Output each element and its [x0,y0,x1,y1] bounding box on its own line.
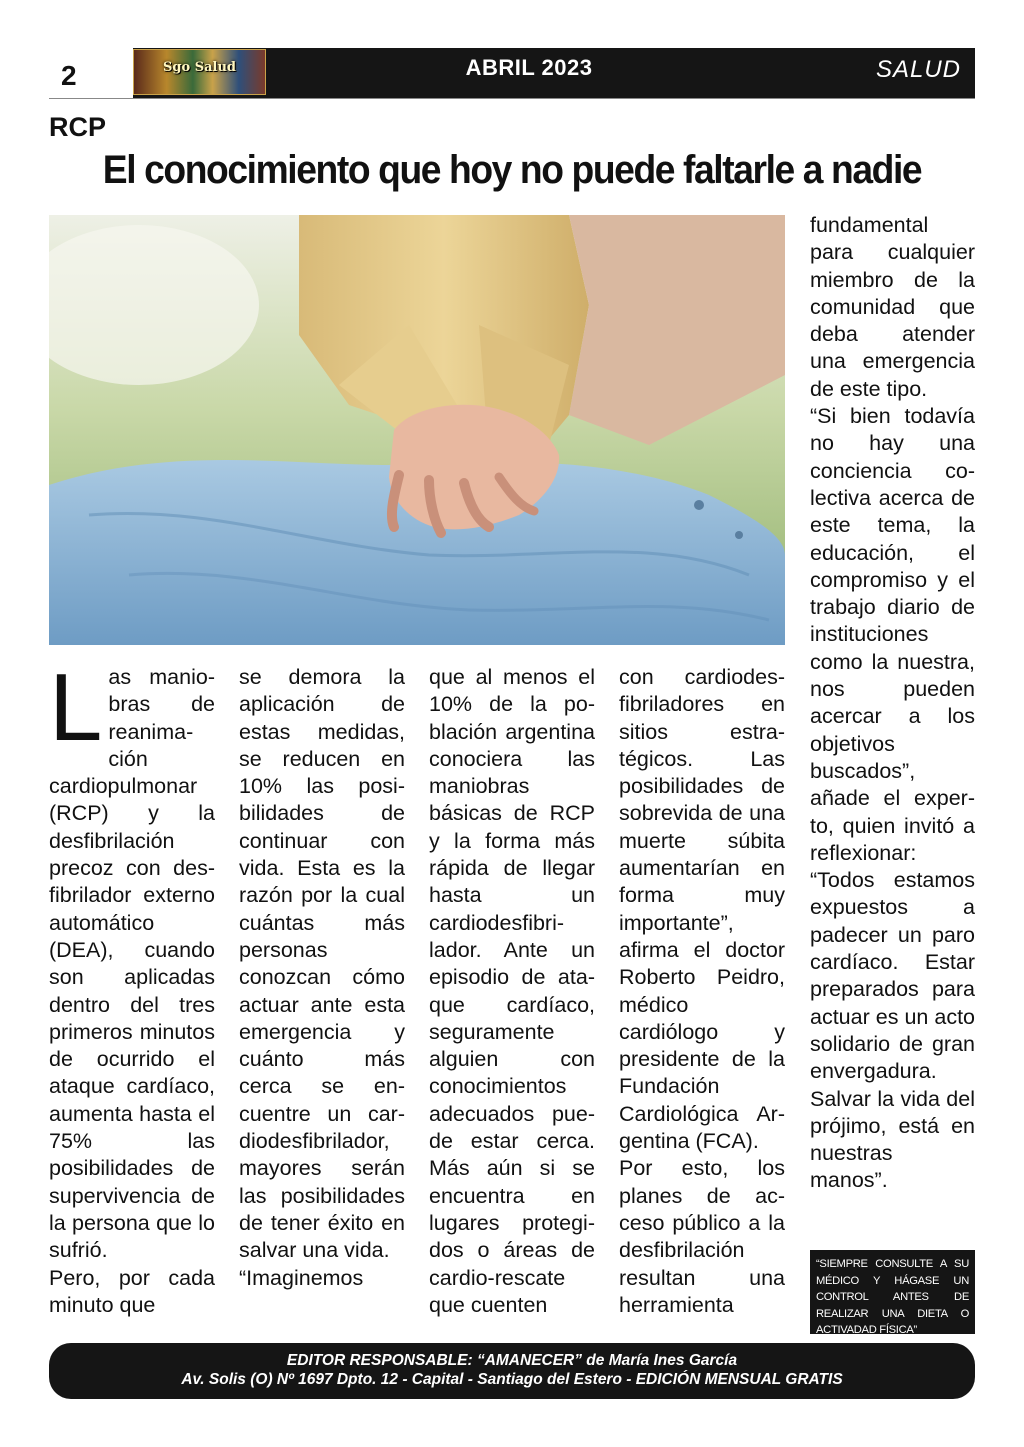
paragraph: con cardiodesfibriladores en sitios estratégicos. Las posibilidades de sobrevida de una muerte súbita aumentarían en forma muy importante”, afirma el doctor Roberto Peidro, médico cardiólogo y presidente de la Fundación Cardiológica Argentina (FCA). [619,665,785,1154]
cpr-photo [49,215,785,645]
paragraph: “Imaginemos [239,1265,364,1290]
section-name: SALUD [875,56,961,83]
paragraph: Pero, por cada minuto que [49,1265,215,1317]
issue-date: ABRIL 2023 [465,55,593,80]
article-column-1 [49,664,215,1324]
paragraph: que al menos el 10% de la población argentina conociera las maniobras básicas de RCP y la forma más rápida de llegar hasta un cardiodesfibrilador. Ante un episodio de ataque cardíaco, seguramente alguien con conocimientos adecuados puede estar cerca. Más aún si se encuentra en lugares protegidos o áreas de cardio-rescate que cuenten [429,665,595,1317]
logo-text: Sgo Salud [163,60,236,75]
article-kicker: RCP [49,112,107,142]
paragraph: se demora la aplicación de estas medidas, se reducen en 10% las posibilidades de continuar con vida. Esta es la razón por la cual cuántas más personas conozcan cómo actuar ante esta emergencia y cuánto más cerca se encuentre un cardiodesfibrilador, mayores serán las posibilidades de tener éxito en salvar una vida. [239,665,405,1263]
drop-cap: L [49,664,103,761]
page-number: 2 [49,48,129,98]
article-headline: El conocimiento que hoy no puede faltarle a nadie [102,148,922,192]
page-header [49,48,975,99]
paragraph: as maniobras de reanimación cardiopulmonar (RCP) y la desfibrilación precoz con desfibrilador externo automático (DEA), cuando son aplicadas dentro del tres primeros minutos de ocurrido el ataque cardíaco, aumenta hasta el 75% las posibilidades de supervivencia de la persona que lo sufrió. [49,665,215,1263]
footer-editor: EDITOR RESPONSABLE: “AMANECER” de María Ines García [286,1352,738,1369]
article-column-2 [239,664,405,1324]
article-column-4 [619,664,785,1324]
health-disclaimer: “SIEMPRE CONSULTE A SU MÉDICO Y HÁGASE UN CONTROL ANTES DE REALIZAR UNA DIETA O ACTIVADAD FÍSICA” [810,1250,975,1334]
paragraph: fundamental para cualquier miembro de la comunidad que deba atender una emergencia de este tipo. [810,213,975,401]
footer-address: Av. Solis (O) Nº 1697 Dpto. 12 - Capital - Santiago del Estero - EDICIÓN MENSUAL GRATIS [181,1371,843,1388]
newspaper-logo [133,49,266,95]
article-column-3 [429,664,595,1324]
page-footer [49,1343,975,1399]
paragraph: “Si bien todavía no hay una conciencia colectiva acerca de este tema, la educación, el compromiso y el trabajo diario de instituciones como la nuestra, nos pueden acercar a los objetivos buscados”, añade el experto, quien invitó a reflexionar: “Todos estamos expuestos a padecer un paro cardíaco. Estar preparados para actuar es un acto solidario de gran envergadura. Salvar la vida del prójimo, está en nuestras manos”. [810,404,975,1193]
article-column-5 [810,212,975,1232]
paragraph: Por esto, los planes de acceso público a la desfibrilación resultan una herramienta [619,1156,785,1317]
